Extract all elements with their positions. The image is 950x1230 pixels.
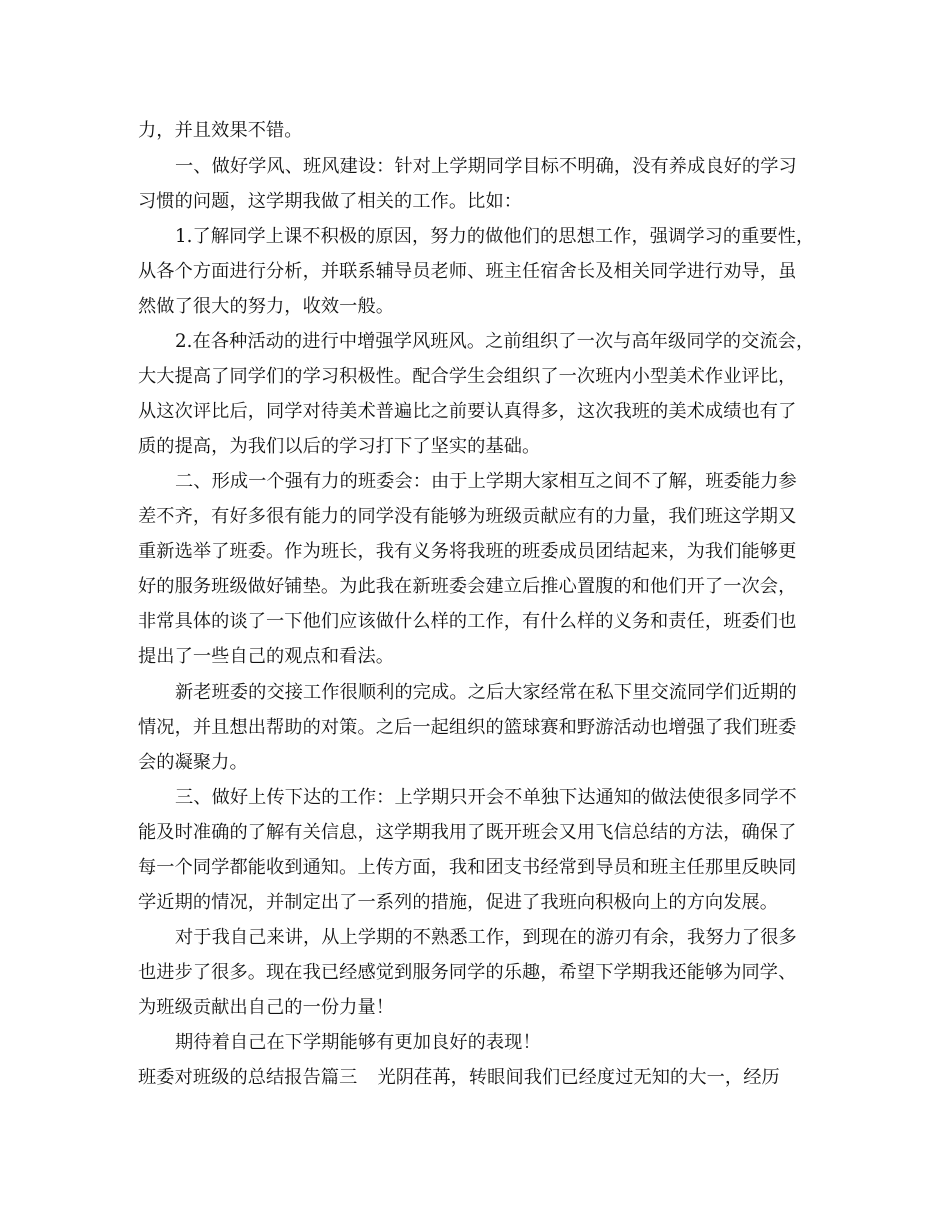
text-line: 情况，并且想出帮助的对策。之后一起组织的篮球赛和野游活动也增强了我们班委	[138, 717, 797, 738]
section-heading-line	[138, 1066, 780, 1090]
text-line: 能及时准确的了解有关信息，这学期我用了既开班会又用飞信总结的方法，确保了	[138, 822, 797, 843]
text-line: 从各个方面进行分析，并联系辅导员老师、班主任宿舍长及相关同学进行劝导，虽	[138, 261, 797, 282]
text-line: 差不齐，有好多很有能力的同学没有能够为班级贡献应有的力量，我们班这学期又	[138, 506, 797, 527]
text-line: 质的提高，为我们以后的学习打下了坚实的基础。	[138, 436, 541, 457]
text-line: 会的凝聚力。	[138, 752, 248, 773]
text-line: 从这次评比后，同学对待美术普遍比之前要认真得多，这次我班的美术成绩也有了	[138, 401, 797, 422]
text-line: 力，并且效果不错。	[138, 120, 303, 141]
text-line: 然做了很大的努力，收效一般。	[138, 296, 395, 317]
text-line: 好的服务班级做好铺垫。为此我在新班委会建立后推心置腹的和他们开了一次会，	[138, 576, 797, 597]
text-line: 为班级贡献出自己的一份力量！	[138, 997, 395, 1018]
section-text: 光阴荏苒，转眼间我们已经度过无知的大一，经历	[377, 1067, 780, 1088]
text-line: 也进步了很多。现在我已经感觉到服务同学的乐趣，希望下学期我还能够为同学、	[138, 962, 797, 983]
paragraph-start: 一、做好学风、班风建设：针对上学期同学目标不明确，没有养成良好的学习	[175, 156, 797, 177]
text-line: 学近期的情况，并制定出了一系列的措施，促进了我班向积极向上的方向发展。	[138, 892, 779, 913]
text-line: 每一个同学都能收到通知。上传方面，我和团支书经常到导员和班主任那里反映同	[138, 857, 797, 878]
paragraph-start: 对于我自己来讲，从上学期的不熟悉工作，到现在的游刃有余，我努力了很多	[175, 927, 797, 948]
text-line: 习惯的问题，这学期我做了相关的工作。比如：	[138, 191, 523, 212]
paragraph-start: 三、做好上传下达的工作：上学期只开会不单独下达通知的做法使很多同学不	[175, 787, 797, 808]
paragraph-start: 期待着自己在下学期能够有更加良好的表现！	[175, 1032, 541, 1053]
text-line: 大大提高了同学们的学习积极性。配合学生会组织了一次班内小型美术作业评比，	[138, 366, 797, 387]
section-heading: 班委对班级的总结报告篇三	[138, 1067, 358, 1088]
paragraph-start: 2.在各种活动的进行中增强学风班风。之前组织了一次与高年级同学的交流会，	[175, 331, 815, 352]
text-line: 提出了一些自己的观点和看法。	[138, 646, 395, 667]
paragraph-start: 二、形成一个强有力的班委会：由于上学期大家相互之间不了解，班委能力参	[175, 471, 797, 492]
paragraph-start: 1.了解同学上课不积极的原因，努力的做他们的思想工作，强调学习的重要性，	[175, 226, 815, 247]
text-line: 重新选举了班委。作为班长，我有义务将我班的班委成员团结起来，为我们能够更	[138, 541, 797, 562]
text-line: 非常具体的谈了一下他们应该做什么样的工作，有什么样的义务和责任，班委们也	[138, 611, 797, 632]
paragraph-start: 新老班委的交接工作很顺利的完成。之后大家经常在私下里交流同学们近期的	[175, 682, 797, 703]
